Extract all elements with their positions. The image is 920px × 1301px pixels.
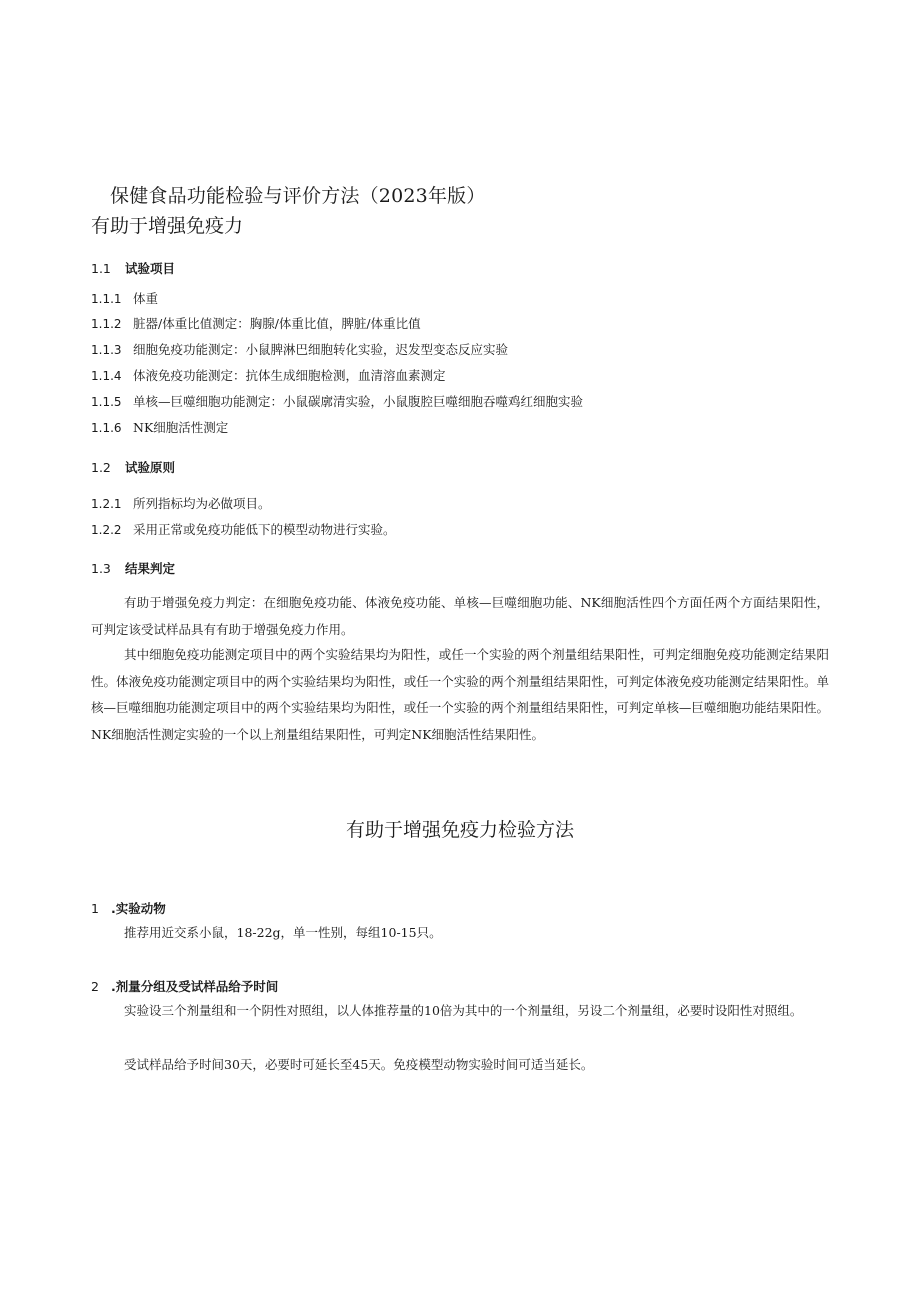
item-number: 1.1.6 <box>91 421 122 435</box>
method-section-2-paragraph-2: 受试样品给予时间30天，必要时可延长至45天。免疫模型动物实验时间可适当延长。 <box>124 1057 594 1072</box>
section-title: .剂量分组及受试样品给予时间 <box>111 979 279 994</box>
method-title: 有助于增强免疫力检验方法 <box>345 819 574 841</box>
item-number: 1.2.1 <box>91 497 122 511</box>
judgement-paragraph-1: 有助于增强免疫力判定：在细胞免疫功能、体液免疫功能、单核—巨噬细胞功能、NK细胞活性四个方面任两个方面结果阳性，可判定该受试样品具有有助于增强免疫力作用。 <box>91 595 829 637</box>
list-item <box>91 289 158 307</box>
list-item <box>91 418 228 436</box>
item-text: 细胞免疫功能测定：小鼠脾淋巴细胞转化实验，迟发型变态反应实验 <box>133 342 509 357</box>
section-heading-1-3 <box>91 559 175 577</box>
item-number: 1.1.4 <box>91 369 122 383</box>
list-item <box>91 494 271 512</box>
item-text: 脏器/体重比值测定：胸腺/体重比值，脾脏/体重比值 <box>133 316 421 331</box>
section-title: 结果判定 <box>125 561 176 576</box>
section-title: 试验原则 <box>125 460 176 475</box>
item-text: 采用正常或免疫功能低下的模型动物进行实验。 <box>133 522 396 537</box>
list-item <box>91 314 421 332</box>
method-section-1-text: 推荐用近交系小鼠，18-22g，单一性别，每组10-15只。 <box>124 925 442 940</box>
method-section-2-heading <box>91 977 278 995</box>
section-title: 试验项目 <box>125 261 176 276</box>
item-number: 1.1.3 <box>91 343 122 357</box>
list-item <box>91 392 583 410</box>
item-number: 1.1.5 <box>91 395 122 409</box>
item-text: 体液免疫功能测定：抗体生成细胞检测，血清溶血素测定 <box>133 368 446 383</box>
document-subtitle: 有助于增强免疫力 <box>91 215 244 237</box>
section-number: 2 <box>91 979 99 994</box>
judgement-paragraph-2: 其中细胞免疫功能测定项目中的两个实验结果均为阳性，或任一个实验的两个剂量组结果阳性，可判定细胞免疫功能测定结果阳性。体液免疫功能测定项目中的两个实验结果均为阳性，或任一个实验的两个剂量组结果阳性，可判定体液免疫功能测定结果阳性。单核—巨噬细胞功能测定项目中的两个实验结果均为阳性，或任一个实验的两个剂量组结果阳性，可判定单核—巨噬细胞功能结果阳性。NK细胞活性测定实验的一个以上剂量组结果阳性，可判定NK细胞活性结果阳性。 <box>91 647 829 742</box>
item-text: 体重 <box>133 291 159 306</box>
item-number: 1.1.2 <box>91 317 122 331</box>
list-item <box>91 340 508 358</box>
section-heading-1-1 <box>91 259 175 277</box>
document-title: 保健食品功能检验与评价方法（2023年版） <box>110 185 486 207</box>
method-section-1-heading <box>91 899 166 917</box>
item-text: 所列指标均为必做项目。 <box>133 496 271 511</box>
method-section-2-paragraph-1: 实验设三个剂量组和一个阴性对照组，以人体推荐量的10倍为其中的一个剂量组，另设二个剂量组，必要时设阳性对照组。 <box>124 1003 803 1018</box>
section-heading-1-2 <box>91 458 175 476</box>
section-number: 1.2 <box>91 460 111 475</box>
list-item <box>91 366 446 384</box>
item-text: 单核—巨噬细胞功能测定：小鼠碳廓清实验，小鼠腹腔巨噬细胞吞噬鸡红细胞实验 <box>133 394 584 409</box>
section-number: 1 <box>91 901 99 916</box>
list-item <box>91 520 396 538</box>
item-number: 1.2.2 <box>91 523 122 537</box>
section-number: 1.3 <box>91 561 111 576</box>
item-text: NK细胞活性测定 <box>133 420 229 435</box>
item-number: 1.1.1 <box>91 292 122 306</box>
section-title: .实验动物 <box>111 901 166 916</box>
section-number: 1.1 <box>91 261 111 276</box>
